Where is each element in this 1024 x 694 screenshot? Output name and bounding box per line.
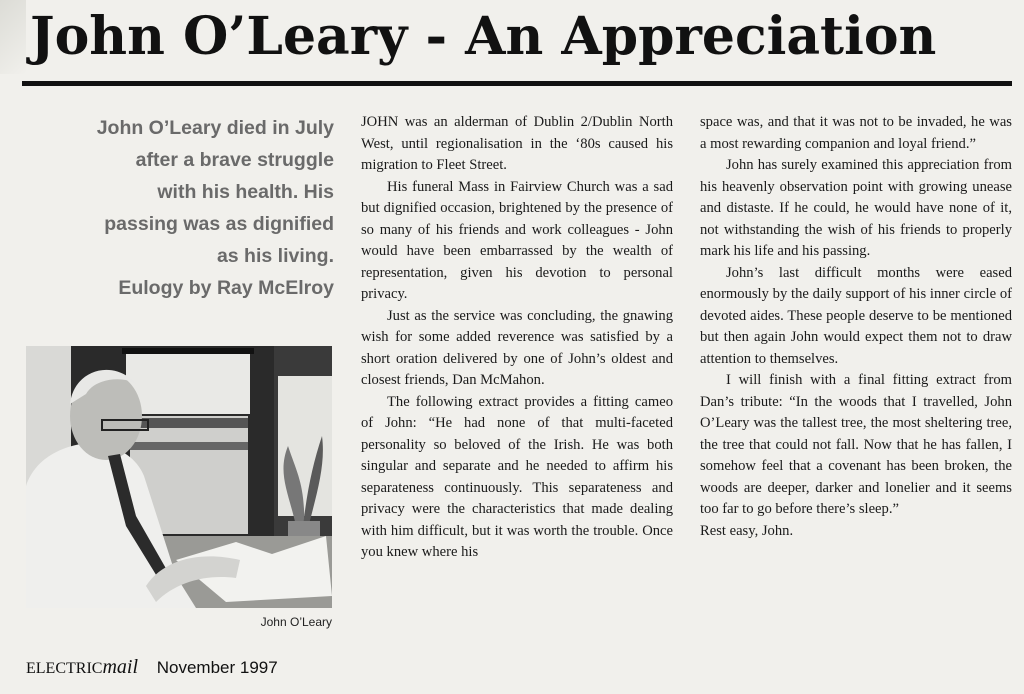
paragraph: I will finish with a final fitting extract from Dan’s tribute: “In the woods that I travelled, John O’Leary was the tallest tree, the most sheltering tree, the tree that could not fall. Now that he has fallen, I somehow feel that a covenant has been broken, the woods are deeper, darker and lonelier and it seems too far to go before there’s sleep.” (700, 372, 1012, 517)
paragraph: The following extract provides a fitting cameo of John: “He had none of that multi-faceted personality so beloved of the Irish. He was both singular and separate and he needed to affirm his separateness continuously. This separateness and privacy were the characteristics that made dealing with him difficult, but it was worth the trouble. Once you knew where his (361, 393, 673, 560)
intro-line: passing was as dignified (104, 213, 334, 235)
intro-standfirst (26, 112, 334, 304)
paragraph: John’s last difficult months were eased enormously by the daily support of his inner circle of devoted aides. These people deserve to be mentioned but then again John would expect them not to draw attention to themselves. (700, 264, 1012, 367)
paragraph: His funeral Mass in Fairview Church was a sad but dignified occasion, brightened by the presence of so many of his friends and work colleagues - John would have been embarrassed by the wealth of representation, given his devotion to personal privacy. (361, 178, 673, 302)
publication-name-script: mail (102, 656, 138, 678)
byline: Eulogy by Ray McElroy (118, 277, 334, 299)
paper-scuff (0, 0, 26, 74)
paragraph: John has surely examined this appreciation from his heavenly observation point with growing unease and distaste. If he could, he would have none of it, not withstanding the wish of his friends to properly mark his life and his passing. (700, 157, 1012, 259)
photo-caption: John O’Leary (260, 615, 332, 629)
intro-line: after a brave struggle (135, 149, 334, 171)
intro-line: with his health. His (157, 181, 334, 203)
article-column-1 (361, 112, 673, 564)
paragraph: space was, and that it was not to be invaded, he was a most rewarding companion and loyal friend.” (700, 114, 1012, 152)
intro-line: as his living. (216, 245, 334, 267)
paragraph: JOHN was an alderman of Dublin 2/Dublin North West, until regionalisation in the ‘80s caused his migration to Fleet Street. (361, 114, 673, 173)
portrait-photo (26, 346, 332, 608)
paragraph: Rest easy, John. (700, 522, 794, 539)
paragraph: Just as the service was concluding, the gnawing wish for some added reverence was satisfied by a short oration delivered by one of John’s oldest and closest friends, Dan McMahon. (361, 307, 673, 388)
issue-date: November 1997 (156, 658, 278, 677)
publication-name: ELECTRIC (26, 660, 103, 677)
publication-footer (26, 656, 278, 679)
article-column-2 (700, 112, 1012, 542)
headline-rule (22, 81, 1012, 86)
intro-line: John O’Leary died in July (96, 117, 334, 139)
portrait-illustration (26, 346, 332, 608)
headline: John O’Leary - An Appreciation (30, 6, 937, 67)
